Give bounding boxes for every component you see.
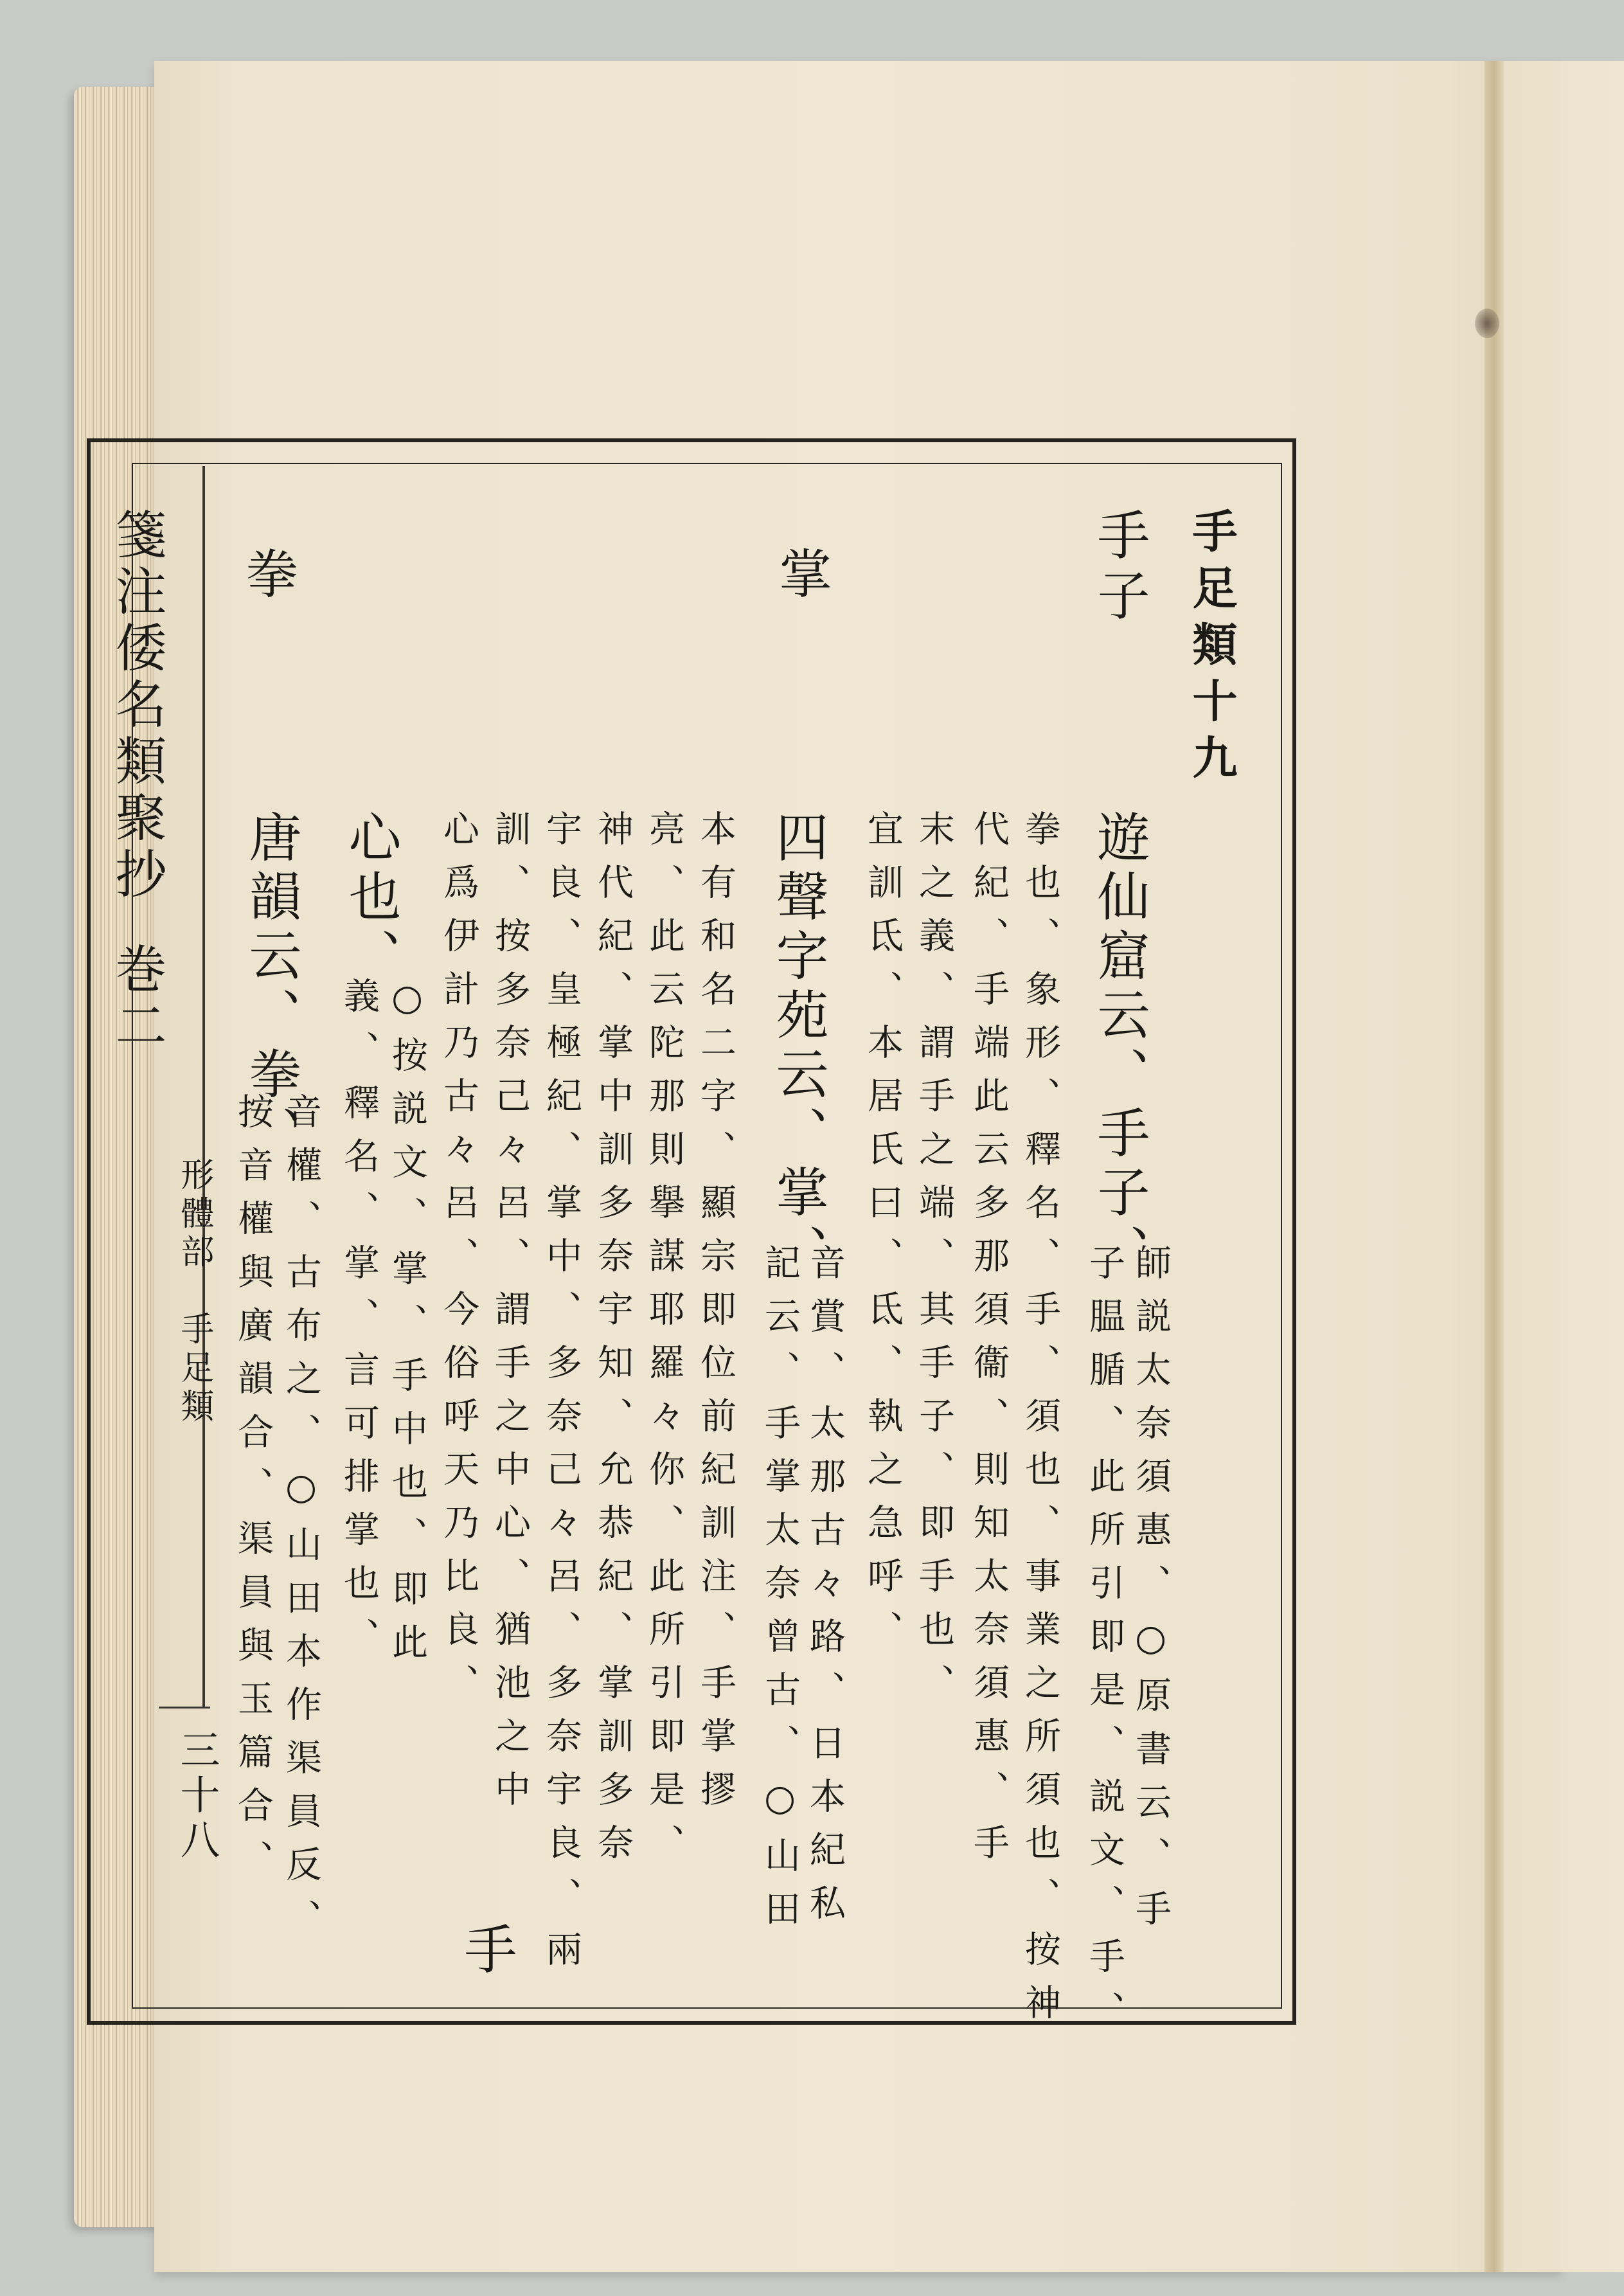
volume-label: 巻二 [107,942,166,1055]
commentary-line: 末之義、謂手之端、其手子、即手也、 [913,810,955,1717]
annotation-line: 義、釋名、掌、言可排掌也、 [338,977,380,1671]
commentary-line: 神代紀、掌中訓多奈宇知、允恭紀、掌訓多奈 [592,810,634,1877]
paper-stain [1475,309,1499,338]
book-gutter [1485,61,1504,2272]
commentary-line: 拳也、象形、釋名、手、須也、事業之所須也、按神 [1019,810,1061,2037]
annotation-line: 記云、手掌太奈曾古、○山田 [759,1244,801,1943]
annotation-line: ○按説文、掌、手中也、即此 [386,977,428,1676]
source-citation: 遊仙窟云、手子、 [1089,810,1150,1283]
entry-term-手子: 手子 [1089,508,1150,629]
annotation-line: 音賞、太那古々路、日本紀私 [804,1244,846,1937]
entry-term-拳: 拳 [237,546,298,607]
page-number: 三十八 [174,1729,220,1864]
commentary-line: 亮、此云陀那則擧謀耶羅々你、此所引即是、 [643,810,685,1877]
section-label: 形體部 手足類 [175,1157,213,1427]
commentary-line: 本有和名二字、顯宗即位前紀訓注、手掌摎 [695,810,736,1824]
continued-text: 心也、 [340,810,401,987]
commentary-line: 訓、按多奈己々呂、謂手之中心、猶池之中 [489,810,531,1824]
source-citation: 四聲字苑云、掌、 [767,810,828,1283]
source-citation: 唐韻云、拳、 [240,810,301,1165]
commentary-line: 宇良、皇極紀、掌中、多奈己々呂、多奈宇良、兩 [540,810,582,1984]
annotation-line: 師説太奈須惠、○原書云、手 [1130,1244,1172,1943]
commentary-line: 心爲伊計乃古々呂、今俗呼天乃比良、 [438,810,479,1717]
commentary-line: 宜訓氐、本居氏曰、氐、執之急呼、 [862,810,904,1664]
chapter-heading: 手足類十九 [1185,508,1238,791]
continued-term: 手 [456,1922,517,1981]
annotation-line: 按音權與廣韻合、渠員與玉篇合、 [232,1093,274,1893]
commentary-line: 代紀、手端此云多那須衞、則知太奈須惠、手 [968,810,1010,1877]
entry-term-掌: 掌 [771,546,832,607]
book-title-text: 箋注倭名類聚抄 [107,508,166,904]
right-page-edge [1504,61,1624,2272]
annotation-line: 音權、古布之、○山田本作渠員反、 [280,1093,322,1952]
annotation-line: 子腽腯、此所引即是、説文、手、 [1084,1244,1125,2044]
